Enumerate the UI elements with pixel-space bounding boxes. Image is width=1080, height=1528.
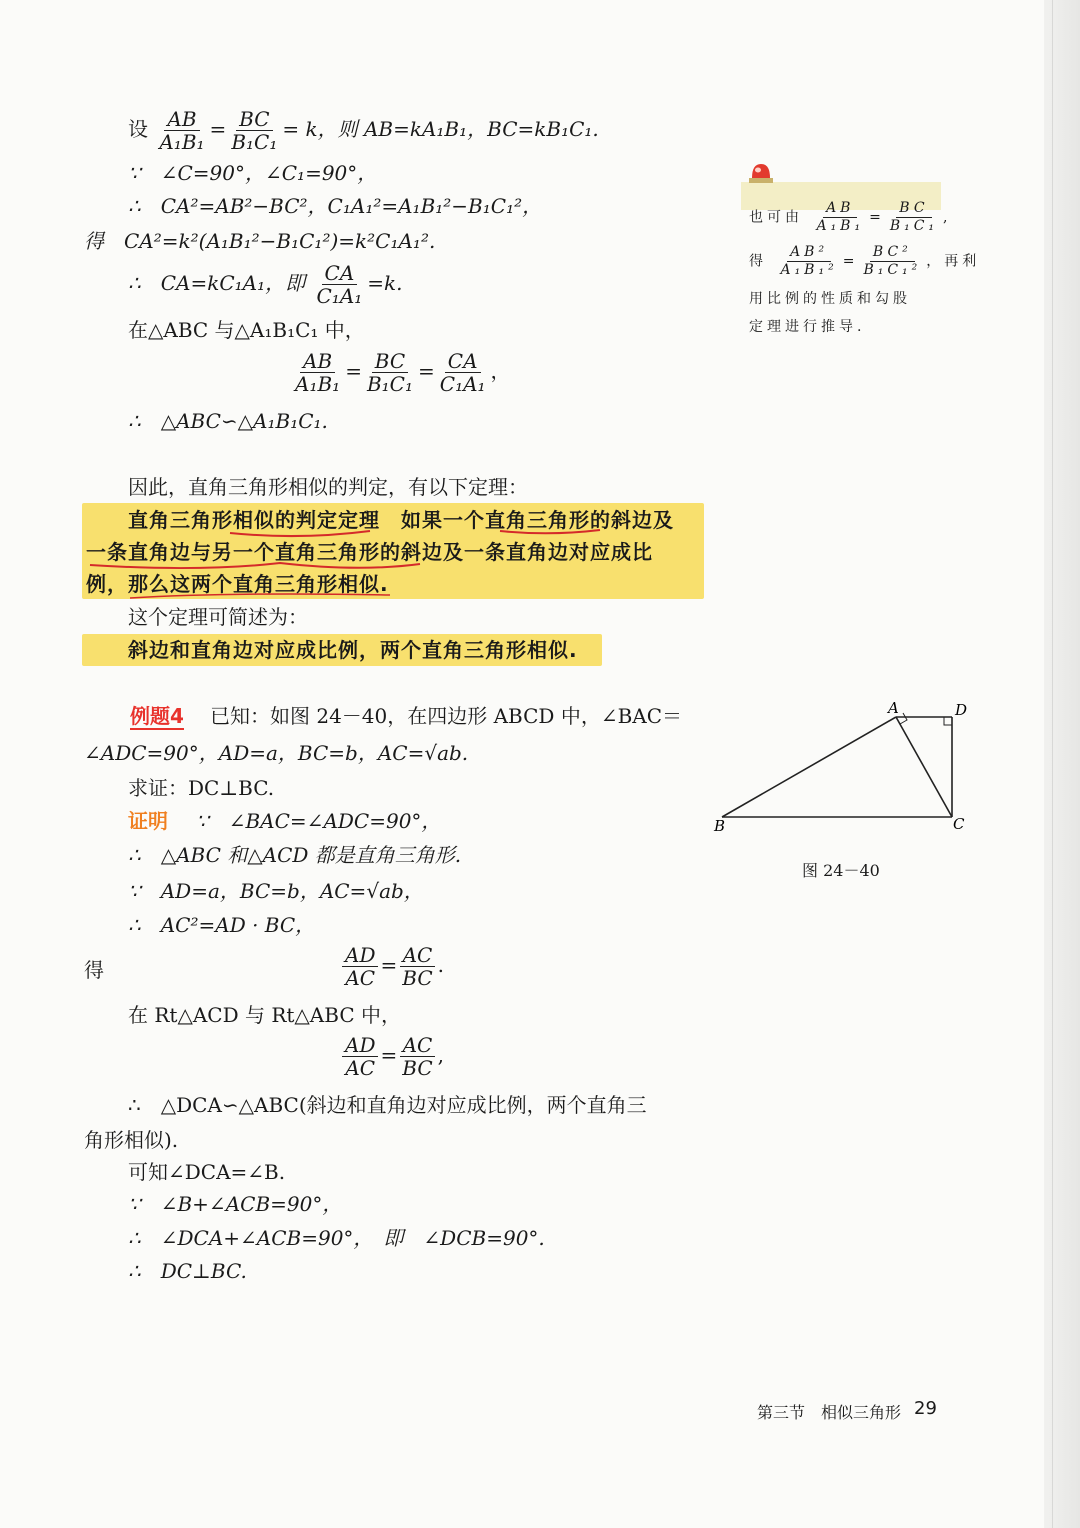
red-pen-marks: [80, 500, 720, 600]
proof-p5: 在 Rt△ACD 与 Rt△ABC 中，: [128, 1003, 401, 1027]
figure-24-40: [700, 695, 990, 845]
fraction: $\frac{BC}{\text{B₁C₁}}$: [231, 107, 278, 154]
figure-caption: 图 24－40: [802, 861, 880, 880]
label-C: C: [953, 815, 965, 833]
example-given2: ∠ADC=90°，AD=a，BC=b，AC=√ab.: [84, 741, 469, 765]
theorem-intro: 因此，直角三角形相似的判定，有以下定理：: [128, 475, 528, 499]
proof1-line7: $\frac{AB}{\text{A₁B₁}}$ = $\frac{BC}{\text{B₁C₁}}$ = $\frac{CA}{\text{C₁A₁}}$ ，: [290, 350, 511, 395]
alarm-lamp-icon: [747, 162, 775, 184]
theorem-line2: 一条直角边与另一个直角三角形的斜边及一条直角边对应成比: [86, 540, 653, 564]
example-given1: 已知：如图 24－40，在四边形 ABCD 中，∠BAC＝: [210, 704, 683, 728]
proof-p9: ∵ ∠B+∠ACB=90°，: [128, 1192, 343, 1216]
fraction: $\frac{AB}{\text{A₁B₁}}$: [295, 349, 341, 396]
proof1-line5: ∴ CA=kC₁A₁，即 $\frac{CA}{\text{C₁A₁}}$ =k.: [128, 261, 403, 308]
proof1-line2: ∵ ∠C=90°，∠C₁=90°，: [128, 161, 378, 185]
fraction: $\frac{AB}{\text{A₁B₁}}$: [159, 107, 205, 154]
proof-frac-line2: $\frac{AD}{AC}$ = $\frac{AC}{BC}$ ,: [340, 1034, 444, 1079]
proof-p8: 可知∠DCA=∠B.: [128, 1160, 286, 1184]
proof1-line6: 在△ABC 与△A₁B₁C₁ 中，: [128, 318, 365, 342]
proof1-line8: ∴ △ABC∽△A₁B₁C₁.: [128, 409, 328, 433]
side-note: 也可由 $\frac{AB}{\text{A₁B₁}}$ = $\frac{BC}{\text{B₁C₁}}$ , 得 $\frac{\text{AB²}}{\text{A₁B₁²}}$ = $\frac{\text{BC²}}{\text{B₁C₁²}}$ ，再利 用比例的性质和勾股 定理进行推导.: [741, 182, 941, 342]
fraction: $\frac{AC}{BC}$: [399, 944, 435, 989]
proof1-line3: ∴ CA²=AB²−BC²，C₁A₁²=A₁B₁²−B₁C₁²，: [128, 194, 543, 218]
proof-de: 得: [84, 958, 104, 982]
proof-p11: ∴ DC⊥BC.: [128, 1259, 247, 1283]
example-prove: 求证：DC⊥BC.: [128, 776, 275, 800]
proof-p10: ∴ ∠DCA+∠ACB=90°， 即 ∠DCB=90°.: [128, 1226, 545, 1250]
fraction: $\frac{\text{BC²}}{\text{B₁C₁²}}$: [863, 244, 922, 278]
fraction: $\frac{CA}{\text{C₁A₁}}$: [439, 349, 486, 396]
fraction: $\frac{AD}{AC}$: [342, 1034, 378, 1079]
proof-p3: ∵ AD=a，BC=b，AC=√ab，: [128, 879, 424, 903]
example-label: 例题4: [130, 704, 184, 728]
label-D: D: [955, 701, 968, 719]
theorem-line1: 直角三角形相似的判定定理 如果一个直角三角形的斜边及: [128, 508, 674, 532]
proof-p2: ∴ △ABC 和△ACD 都是直角三角形.: [128, 843, 462, 867]
theorem-short: 斜边和直角边对应成比例，两个直角三角形相似.: [128, 638, 578, 662]
theorem-short-intro: 这个定理可简述为：: [128, 605, 308, 629]
page-edge: [1044, 0, 1080, 1528]
proof-frac-line1: $\frac{AD}{AC}$ = $\frac{AC}{BC}$ .: [340, 944, 444, 989]
sidenote-line3: 用比例的性质和勾股: [749, 291, 911, 307]
fraction: $\frac{AC}{BC}$: [399, 1034, 435, 1079]
fraction: $\frac{AD}{AC}$: [342, 944, 378, 989]
fraction: $\frac{BC}{\text{B₁C₁}}$: [366, 349, 413, 396]
proof1-line1: 设 $\frac{AB}{\text{A₁B₁}}$ = $\frac{BC}{\text{B₁C₁}}$ = k，则 AB=kA₁B₁，BC=kB₁C₁.: [128, 107, 599, 154]
footer-section: 第三节 相似三角形: [757, 1403, 902, 1422]
page-number: 29: [914, 1398, 937, 1419]
sidenote-line4: 定理进行推导.: [749, 319, 866, 335]
label-A: A: [888, 699, 899, 717]
fraction: $\frac{BC}{\text{B₁C₁}}$: [889, 200, 939, 234]
theorem-line3: 例，那么这两个直角三角形相似.: [86, 572, 389, 596]
label-B: B: [714, 817, 726, 835]
fraction: $\frac{\text{AB²}}{\text{A₁B₁²}}$: [780, 244, 838, 278]
proof1-line4: 得 CA²=k²(A₁B₁²−B₁C₁²)=k²C₁A₁².: [84, 229, 436, 253]
proof-label-line: 证明: [128, 809, 168, 833]
fraction: $\frac{CA}{\text{C₁A₁}}$: [316, 261, 363, 308]
proof-p6: ∴ △DCA∽△ABC(斜边和直角边对应成比例，两个直角三: [128, 1093, 647, 1117]
proof-p4: ∴ AC²=AD · BC，: [128, 913, 316, 937]
proof-p7: 角形相似).: [84, 1128, 179, 1152]
fraction: $\frac{AB}{\text{A₁B₁}}$: [816, 200, 865, 234]
proof-p1: ∵ ∠BAC=∠ADC=90°，: [196, 809, 442, 833]
